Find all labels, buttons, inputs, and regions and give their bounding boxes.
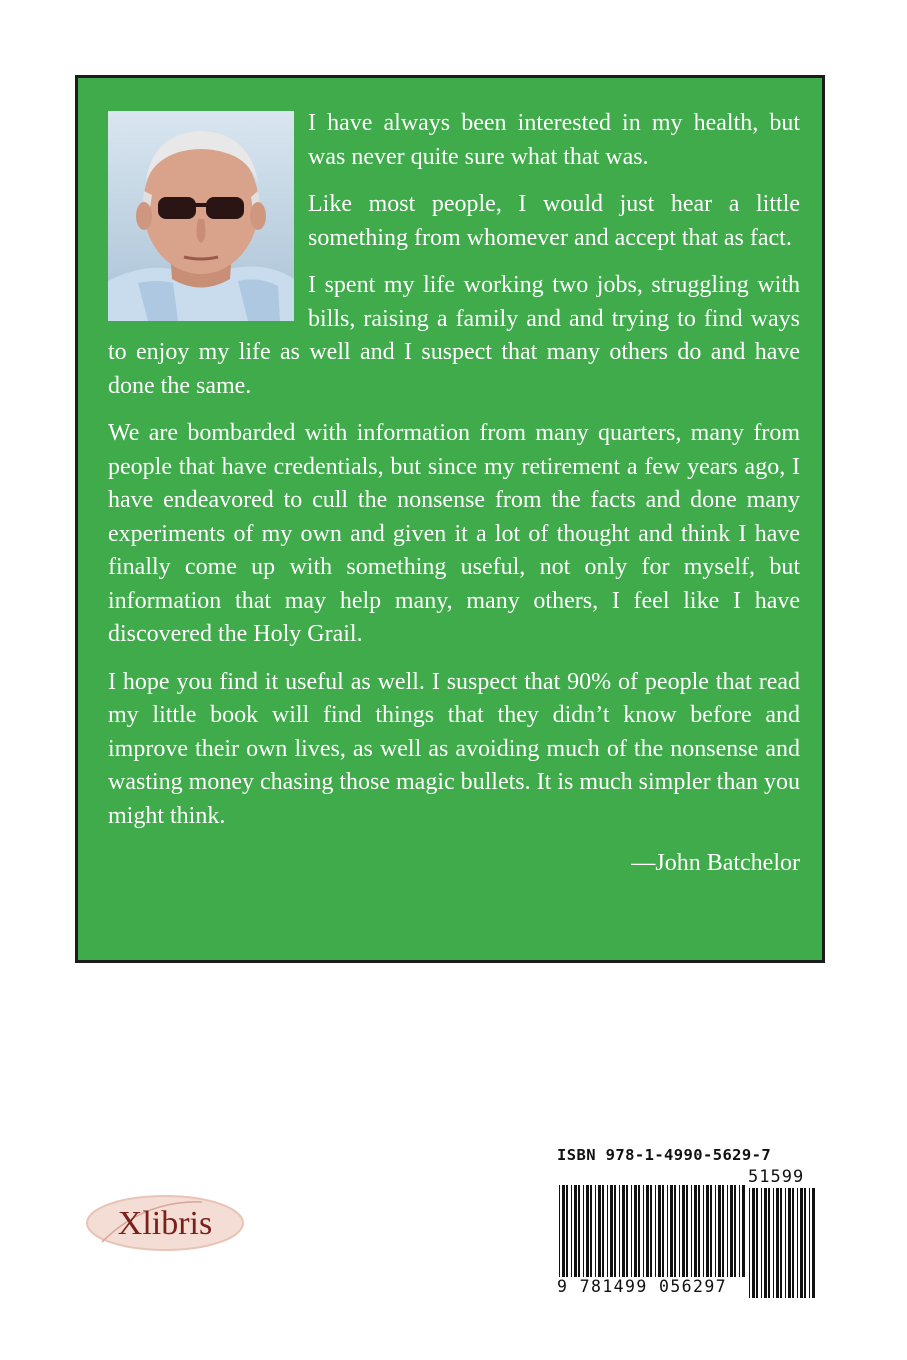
blurb-paragraph: We are bombarded with information from many quarters, many from people that have credentials, but since my retirement a few years ago, I have endeavored to cull the nonsense from the facts and done many experiments of my own and given it a lot of thought and think I have finally come up with something useful, not only for myself, but information that may help many, many others, I feel like I have discovered the Holy Grail.	[108, 420, 800, 647]
barcode-bar	[761, 1188, 762, 1298]
barcode-bar	[610, 1185, 613, 1277]
barcode-bar	[739, 1185, 740, 1277]
blurb-paragraph: I hope you find it useful as well. I suspect that 90% of people that read my little book will find things that they didn’t know before and improve their own lives, as well as avoiding much of the nonsense and wasting money chasing those magic bullets. It is much simpler than you might think.	[108, 668, 800, 829]
barcode-bar	[598, 1185, 601, 1277]
barcode-bar	[691, 1185, 692, 1277]
barcode-bar	[631, 1185, 632, 1277]
barcode-bar	[662, 1185, 664, 1277]
barcode-bar	[646, 1185, 649, 1277]
barcode-bar	[706, 1185, 709, 1277]
barcode-bar	[694, 1185, 697, 1277]
xlibris-logo-icon	[84, 1192, 246, 1254]
barcode-bar	[756, 1188, 758, 1298]
barcode-bar	[578, 1185, 580, 1277]
barcode-bar	[679, 1185, 680, 1277]
back-cover-blurb	[108, 107, 800, 895]
barcode-bar	[715, 1185, 716, 1277]
barcode-bar	[718, 1185, 721, 1277]
barcode-bar	[614, 1185, 616, 1277]
barcode-bar	[655, 1185, 656, 1277]
blurb-paragraph: Like most people, I would just hear a little something from whomever and accept that as fact.	[308, 191, 800, 251]
isbn-label: ISBN 978-1-4990-5629-7	[557, 1146, 772, 1164]
barcode-bar	[650, 1185, 652, 1277]
barcode-bar	[559, 1185, 560, 1277]
blurb-paragraph: I spent my life working two jobs, struggling with bills, raising a family and and trying to find ways to enjoy my life as well and I suspect that many others do and have done the same.	[108, 272, 800, 399]
barcode-bar	[619, 1185, 620, 1277]
barcode-bar	[643, 1185, 644, 1277]
barcode-bar	[622, 1185, 625, 1277]
barcode-bar	[727, 1185, 728, 1277]
ean-digits: 9 781499 056297	[557, 1277, 728, 1296]
barcode-bar	[764, 1188, 767, 1298]
addon-barcode-bars	[747, 1188, 817, 1300]
barcode-bar	[710, 1185, 712, 1277]
barcode-bar	[562, 1185, 565, 1277]
barcode-bar	[776, 1188, 779, 1298]
barcode-bar	[780, 1188, 782, 1298]
price-code: 51599	[748, 1167, 805, 1187]
barcode-bar	[571, 1185, 572, 1277]
blurb-paragraph: I have always been interested in my health, but was never quite sure what that was.	[308, 110, 800, 170]
publisher-logo	[84, 1192, 246, 1254]
barcode-bar	[742, 1185, 745, 1277]
barcode-bar	[634, 1185, 637, 1277]
barcode-bar	[788, 1188, 791, 1298]
barcode-bar	[792, 1188, 794, 1298]
barcode-bar	[768, 1188, 770, 1298]
barcode-bar	[773, 1188, 774, 1298]
barcode-bar	[638, 1185, 640, 1277]
ean-barcode-bars	[557, 1185, 747, 1279]
barcode-bar	[590, 1185, 592, 1277]
barcode-bar	[574, 1185, 577, 1277]
barcode-bar	[682, 1185, 685, 1277]
barcode-bar	[730, 1185, 733, 1277]
barcode-bar	[686, 1185, 688, 1277]
barcode-bar	[670, 1185, 673, 1277]
barcode-bar	[703, 1185, 704, 1277]
isbn-barcode	[557, 1147, 819, 1301]
barcode-bar	[626, 1185, 628, 1277]
barcode-bar	[658, 1185, 661, 1277]
barcode-bar	[607, 1185, 608, 1277]
barcode-bar	[752, 1188, 755, 1298]
author-signature: —John Batchelor	[631, 850, 800, 876]
barcode-bar	[734, 1185, 736, 1277]
barcode-bar	[698, 1185, 700, 1277]
barcode-bar	[722, 1185, 724, 1277]
barcode-bar	[566, 1185, 568, 1277]
barcode-bar	[809, 1188, 810, 1298]
barcode-bar	[797, 1188, 798, 1298]
barcode-bar	[785, 1188, 786, 1298]
barcode-bar	[812, 1188, 815, 1298]
photo-spacer	[108, 107, 308, 312]
barcode-bar	[800, 1188, 803, 1298]
barcode-bar	[804, 1188, 806, 1298]
barcode-bar	[595, 1185, 596, 1277]
publisher-logo-text: Xlibris	[117, 1205, 213, 1242]
back-cover-panel	[75, 75, 825, 963]
barcode-bar	[667, 1185, 668, 1277]
barcode-bar	[583, 1185, 584, 1277]
barcode-bar	[749, 1188, 750, 1298]
barcode-bar	[602, 1185, 604, 1277]
barcode-bar	[674, 1185, 676, 1277]
barcode-bar	[586, 1185, 589, 1277]
